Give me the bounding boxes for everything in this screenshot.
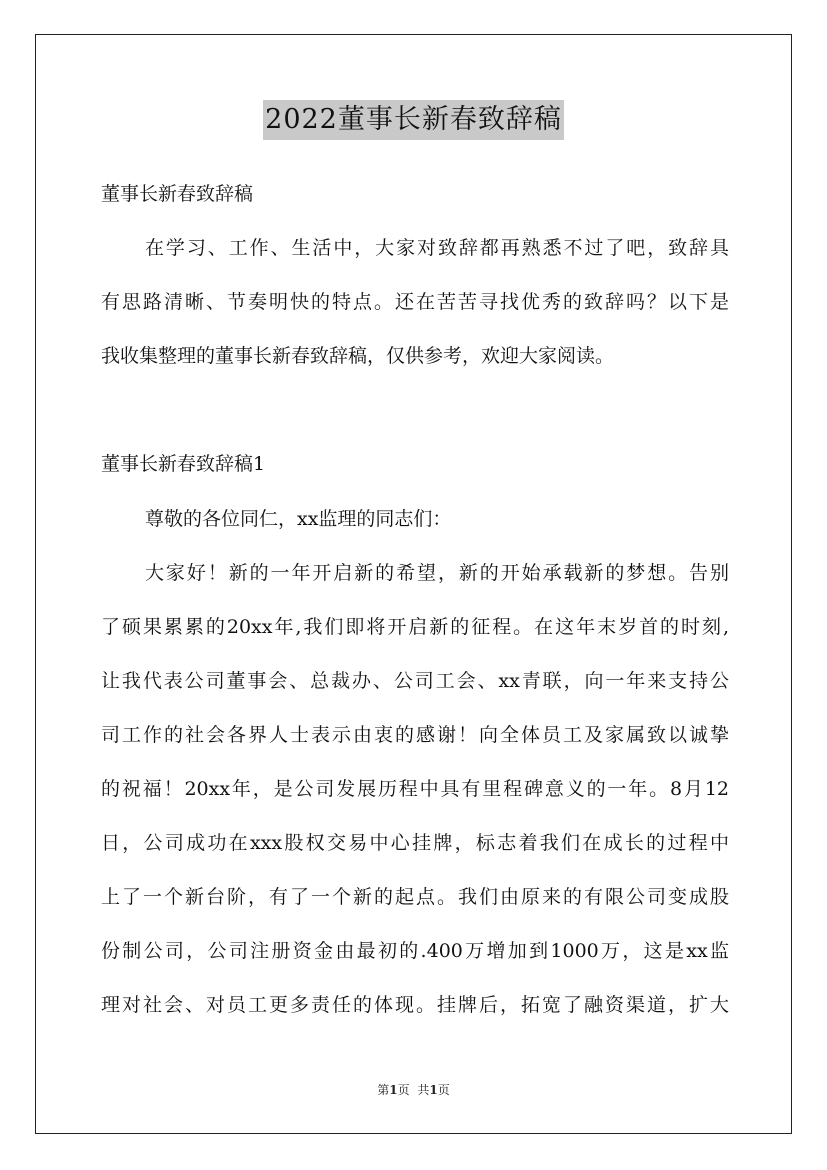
paragraph-line: 大家好！新的一年开启新的希望，新的开始承载新的梦想。告别 [145, 562, 729, 584]
page-footer [0, 1081, 827, 1099]
total-suffix: 页 [437, 1083, 450, 1097]
paragraph-line: 的祝福！20xx年，是公司发展历程中具有里程碑意义的一年。8月12 [101, 778, 729, 800]
total-pages: 1 [429, 1083, 438, 1097]
paragraph-line: 日，公司成功在xxx股权交易中心挂牌，标志着我们在成长的过程中 [101, 832, 729, 854]
paragraph-line: 有思路清晰、节奏明快的特点。还在苦苦寻找优秀的致辞吗？以下是 [101, 291, 729, 313]
subtitle: 董事长新春致辞稿 [101, 183, 254, 205]
document-title: 2022董事长新春致辞稿 [263, 100, 564, 140]
paragraph-line: 理对社会、对员工更多责任的体现。挂牌后，拓宽了融资渠道，扩大 [101, 994, 729, 1016]
paragraph-line: 上了一个新台阶，有了一个新的起点。我们由原来的有限公司变成股 [101, 886, 729, 908]
paragraph-line: 我收集整理的董事长新春致辞稿，仅供参考，欢迎大家阅读。 [101, 345, 615, 367]
page-prefix: 第 [377, 1083, 390, 1097]
paragraph-line: 司工作的社会各界人士表示由衷的感谢！向全体员工及家属致以诚挚 [101, 724, 729, 746]
paragraph-line: 在学习、工作、生活中，大家对致辞都再熟悉不过了吧，致辞具 [145, 237, 729, 259]
title-container [0, 100, 827, 140]
page-number: 1 [389, 1083, 398, 1097]
salutation: 尊敬的各位同仁，xx监理的同志们： [145, 508, 452, 530]
paragraph-line: 让我代表公司董事会、总裁办、公司工会、xx青联，向一年来支持公 [101, 670, 729, 692]
total-prefix: 共 [417, 1083, 430, 1097]
page-suffix: 页 [397, 1083, 410, 1097]
paragraph-line: 份制公司，公司注册资金由最初的.400万增加到1000万，这是xx监 [101, 940, 729, 962]
paragraph-line: 了硕果累累的20xx年,我们即将开启新的征程。在这年末岁首的时刻, [101, 616, 729, 638]
section-heading: 董事长新春致辞稿1 [101, 453, 266, 475]
